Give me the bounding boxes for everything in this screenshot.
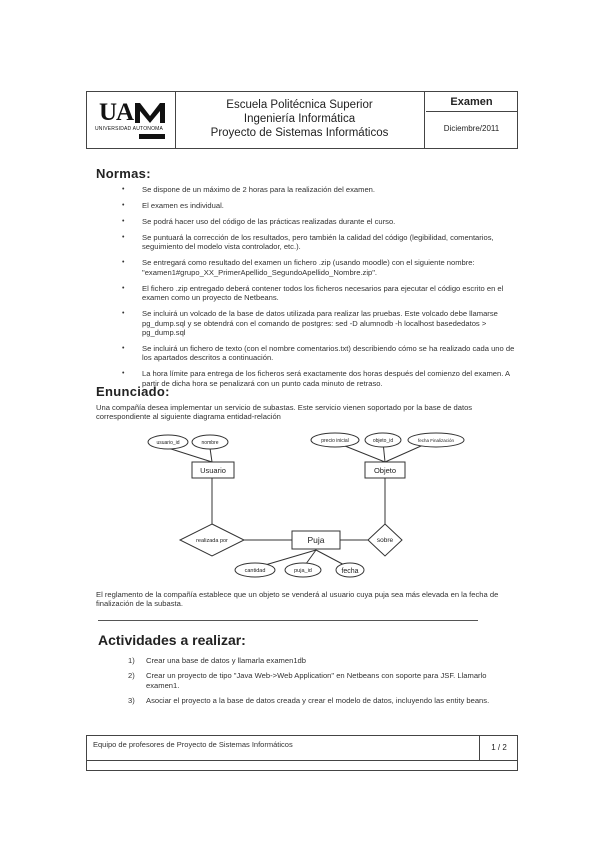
attr-objeto-id-label: objeto_id	[372, 438, 394, 444]
list-item: • El fichero .zip entregado deberá contener todos los ficheros necesarios para ejecutar el código escrito en el examen como un proyecto de Netbeans.	[122, 283, 504, 303]
list-item: 1) Crear una base de datos y llamarla examen1db	[128, 656, 306, 665]
exam-info	[426, 92, 517, 148]
exam-date: Diciembre/2011	[443, 124, 500, 133]
footer-table	[86, 735, 518, 771]
entity-objeto-label: Objeto	[373, 466, 397, 475]
entity-usuario-label: Usuario	[200, 466, 226, 475]
logo-text: UA	[99, 99, 134, 126]
enunciado-heading: Enunciado:	[96, 384, 170, 399]
entity-puja-label: Puja	[307, 535, 325, 545]
attr-nombre-label: nombre	[201, 440, 219, 446]
university-logo	[87, 92, 176, 148]
list-item: • Se incluirá un volcado de la base de datos utilizada para realizar las pruebas. Este volcado debe llamarse pg_dump.sql y se obtendrá con el comando de postgres: sed -D alumnodb -h localhost basededatos > pg_dump.sql	[122, 309, 498, 338]
footer-text: Equipo de profesores de Proyecto de Sistemas Informáticos	[93, 740, 293, 749]
school-name: Escuela Politécnica Superior	[226, 99, 373, 111]
list-item: • Se dispone de un máximo de 2 horas para la realización del examen.	[122, 185, 376, 194]
list-item: 2) Crear un proyecto de tipo "Java Web->Web Application" en Netbeans con soporte para JSF. Llamarlo examen1.	[128, 671, 487, 690]
list-item: 3) Asociar el proyecto a la base de datos creada y crear el modelo de datos, incluyendo las entity beans.	[128, 696, 490, 706]
normas-list	[116, 185, 516, 395]
list-item: • La hora límite para entrega de los ficheros será exactamente dos horas después del comienzo del examen. A partir de dicha hora se penalizará con un punto cada minuto de retraso.	[122, 369, 510, 388]
degree-name: Ingeniería Informática	[243, 113, 356, 125]
attr-precio-inicial-label: precio inicial	[321, 438, 349, 444]
normas-heading: Normas:	[96, 166, 151, 181]
actividades-heading: Actividades a realizar:	[98, 632, 246, 648]
attr-fecha-label: fecha	[341, 568, 359, 575]
relation-sobre-label: sobre	[376, 537, 394, 544]
list-item: • Se incluirá un fichero de texto (con el nombre comentarios.txt) describiendo cómo se ha realizado cada uno de los apartados descritos a continuación.	[122, 344, 515, 363]
list-item: • Se puntuará la corrección de los resultados, pero también la calidad del código (legibilidad, comentarios, seguimiento del modelo vista controlador, etc.).	[122, 233, 494, 252]
divider	[98, 620, 478, 621]
logo-m-icon	[134, 102, 166, 124]
footer-divider	[87, 760, 517, 761]
list-item: • Se entregará como resultado del examen un fichero .zip (usando moodle) con el siguiente nombre: "examen1#grupo_XX_PrimerApellido_SegundoApellido_Nombre.zip".	[122, 258, 475, 277]
attr-cantidad-label: cantidad	[244, 568, 266, 574]
actividades-list	[128, 656, 518, 712]
logo-bar	[139, 134, 165, 139]
er-diagram	[140, 432, 480, 582]
rule-text: El reglamento de la compañía establece que un objeto se venderá al usuario cuya puja sea más elevada en la fecha de finalización de la subasta.	[96, 590, 499, 609]
course-name: Proyecto de Sistemas Informáticos	[210, 127, 389, 139]
page-number: 1 / 2	[479, 736, 518, 760]
list-item: • Se podrá hacer uso del código de las prácticas realizadas durante el curso.	[122, 217, 396, 226]
exam-label: Examen	[426, 96, 517, 112]
header-table	[86, 91, 518, 149]
header-title-block	[175, 92, 425, 148]
list-item: • El examen es individual.	[122, 201, 224, 210]
enunciado-text: Una compañía desea implementar un servicio de subastas. Este servicio vienen soportado por la base de datos correspondiente al siguiente diagrama entidad-relación	[96, 403, 473, 422]
attr-puja-id-label: puja_id	[294, 568, 312, 574]
attr-usuario-id-label: usuario_id	[156, 440, 180, 446]
logo-subtext: UNIVERSIDAD AUTONOMA	[95, 126, 164, 132]
relation-realizada-por-label: realizada por	[196, 538, 228, 544]
attr-fecha-finalizacion-label: fecha Finalización	[417, 438, 455, 443]
